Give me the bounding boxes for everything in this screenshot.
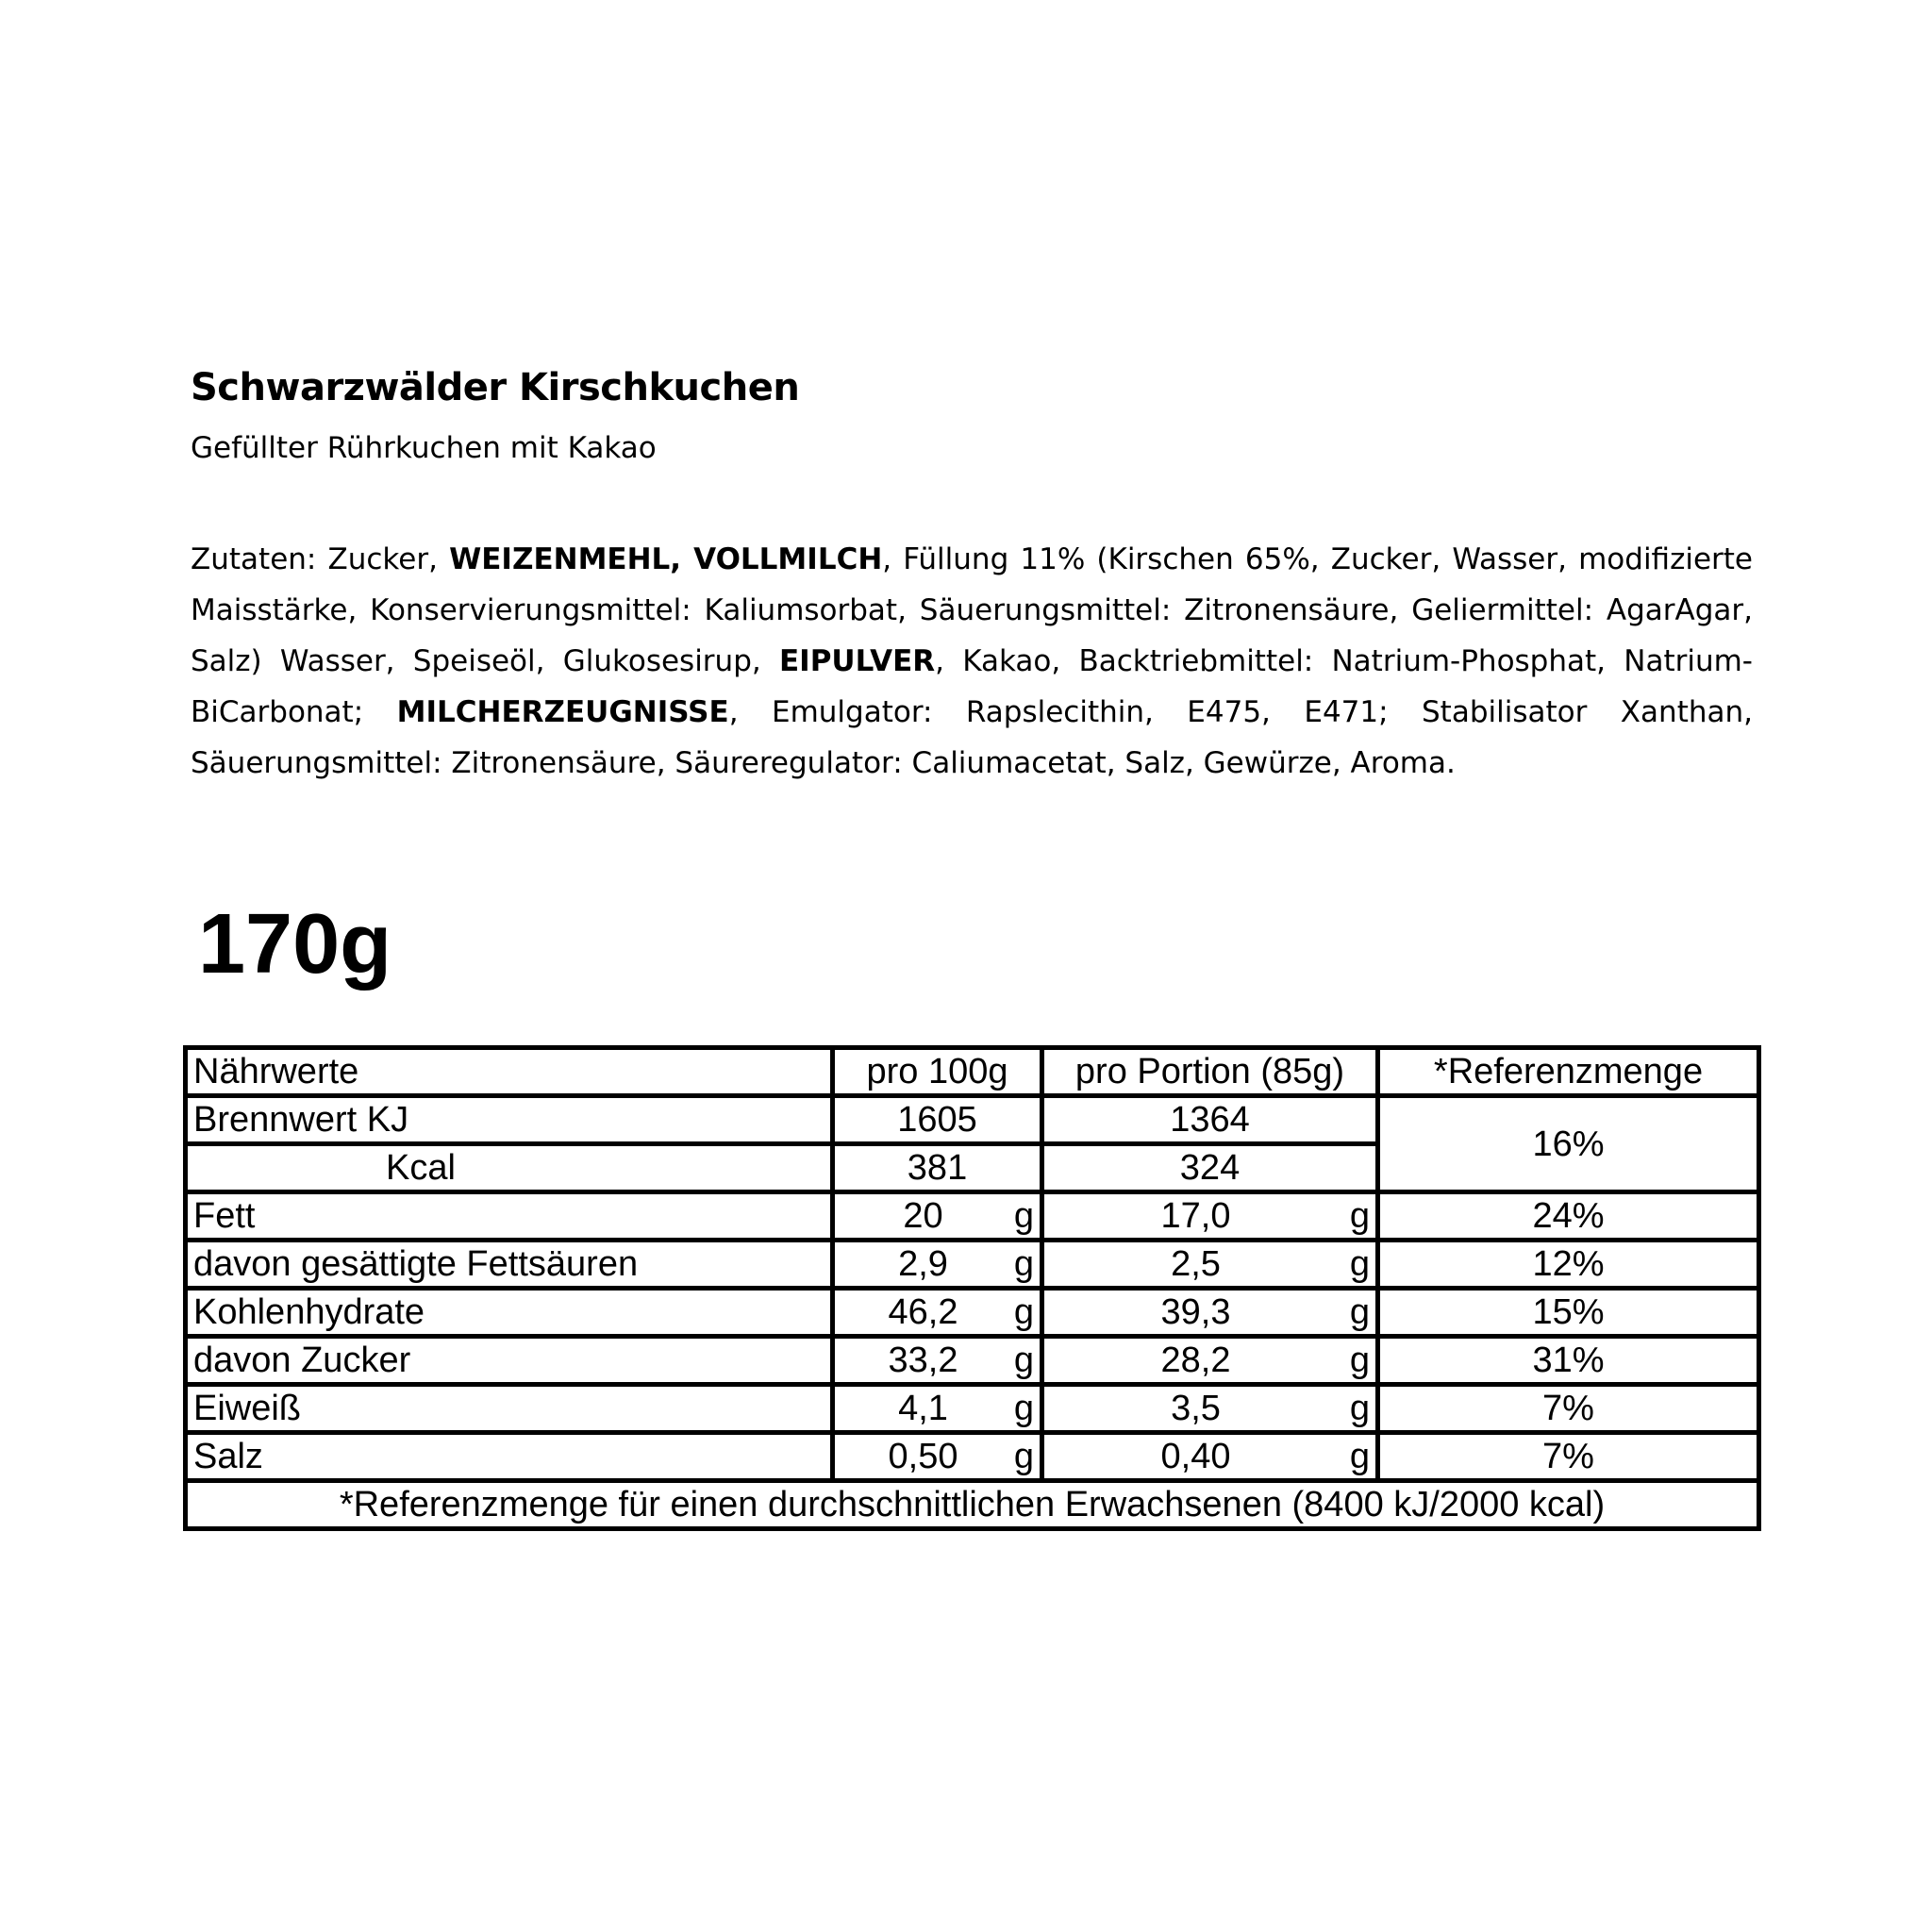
allergen-highlight: MILCHERZEUGNISSE	[396, 695, 729, 729]
nutrient-value: 46,2	[888, 1292, 958, 1332]
nutrient-label: Kohlenhydrate	[186, 1289, 833, 1337]
nutrient-value: 28,2	[1160, 1341, 1231, 1380]
nutrient-label: Eiweiß	[186, 1385, 833, 1433]
nutrient-per-portion	[1042, 1337, 1378, 1385]
header-per-portion: pro Portion (85g)	[1042, 1048, 1378, 1096]
nutrient-label: davon gesättigte Fettsäuren	[186, 1241, 833, 1289]
nutrient-per-100g	[833, 1192, 1042, 1241]
nutrient-reference: 24%	[1378, 1192, 1759, 1241]
table-header-row	[186, 1048, 1759, 1096]
table-row	[186, 1385, 1759, 1433]
nutrient-per-portion	[1042, 1289, 1378, 1337]
nutrient-value: 39,3	[1160, 1292, 1231, 1332]
nutrient-reference: 7%	[1378, 1433, 1759, 1481]
nutrient-unit: g	[1013, 1437, 1034, 1476]
nutrient-per-100g	[833, 1433, 1042, 1481]
nutrient-per-100g	[833, 1337, 1042, 1385]
reference-footnote: *Referenzmenge für einen durchschnittlichen Erwachsenen (8400 kJ/2000 kcal)	[186, 1481, 1759, 1529]
energy-kcal-label: Kcal	[186, 1144, 833, 1192]
nutrient-value: 4,1	[898, 1389, 948, 1428]
ingredients-segment: Zutaten: Zucker,	[191, 542, 450, 576]
nutrient-reference: 15%	[1378, 1289, 1759, 1337]
nutrition-table	[183, 1045, 1761, 1531]
nutrient-unit: g	[1349, 1244, 1370, 1284]
net-weight: 170g	[198, 897, 392, 991]
nutrient-unit: g	[1013, 1389, 1034, 1428]
nutrient-value: 0,40	[1160, 1437, 1231, 1476]
nutrient-per-portion	[1042, 1433, 1378, 1481]
energy-reference: 16%	[1378, 1096, 1759, 1192]
energy-kj-per-portion: 1364	[1042, 1096, 1378, 1144]
nutrient-value: 2,9	[898, 1244, 948, 1284]
nutrient-per-portion	[1042, 1385, 1378, 1433]
nutrient-unit: g	[1013, 1244, 1034, 1284]
nutrient-unit: g	[1349, 1292, 1370, 1332]
ingredients-segment: , Emulgator: Rapslecithin, E475, E471; Stabilisator Xanthan, Säuerungsmittel: Zitronensäure, Säureregulator: Caliumacetat, Salz, Gewürze, Aroma.	[191, 695, 1753, 780]
nutrient-unit: g	[1349, 1389, 1370, 1428]
header-per-100g: pro 100g	[833, 1048, 1042, 1096]
table-row	[186, 1192, 1759, 1241]
nutrient-per-portion	[1042, 1241, 1378, 1289]
table-row	[186, 1289, 1759, 1337]
nutrient-unit: g	[1349, 1196, 1370, 1236]
nutrient-label: davon Zucker	[186, 1337, 833, 1385]
nutrient-per-100g	[833, 1289, 1042, 1337]
nutrient-value: 20	[903, 1196, 943, 1236]
nutrient-per-100g	[833, 1241, 1042, 1289]
nutrient-unit: g	[1349, 1437, 1370, 1476]
nutrient-unit: g	[1013, 1292, 1034, 1332]
product-subtitle: Gefüllter Rührkuchen mit Kakao	[191, 431, 657, 465]
allergen-highlight: WEIZENMEHL, VOLLMILCH	[449, 542, 883, 576]
nutrient-unit: g	[1349, 1341, 1370, 1380]
ingredients-text	[191, 534, 1753, 789]
nutrient-reference: 7%	[1378, 1385, 1759, 1433]
product-title: Schwarzwälder Kirschkuchen	[191, 366, 800, 409]
nutrient-label: Fett	[186, 1192, 833, 1241]
nutrient-value: 3,5	[1171, 1389, 1221, 1428]
table-row	[186, 1433, 1759, 1481]
nutrient-value: 0,50	[888, 1437, 958, 1476]
energy-kcal-per-portion: 324	[1042, 1144, 1378, 1192]
nutrient-value: 17,0	[1160, 1196, 1231, 1236]
nutrient-reference: 12%	[1378, 1241, 1759, 1289]
table-footnote-row	[186, 1481, 1759, 1529]
nutrient-unit: g	[1013, 1341, 1034, 1380]
header-reference: *Referenzmenge	[1378, 1048, 1759, 1096]
ingredients-segment: , Füllung 11% (Kirschen 65%, Zucker, Wasser, modifizierte Maisstärke, Konservierungsmittel: Kaliumsorbat, Säuerungsmittel: Zitronensäure, Geliermittel: AgarAgar, Salz) Wasser, Speiseöl, Glukosesirup,	[191, 542, 1754, 678]
energy-kj-label: Brennwert KJ	[186, 1096, 833, 1144]
table-row	[186, 1096, 1759, 1144]
nutrient-value: 33,2	[888, 1341, 958, 1380]
nutrient-reference: 31%	[1378, 1337, 1759, 1385]
header-naehrwerte: Nährwerte	[186, 1048, 833, 1096]
table-row	[186, 1241, 1759, 1289]
ingredients-segment: , Kakao, Backtriebmittel: Natrium-Phosphat, Natrium-BiCarbonat;	[191, 644, 1753, 729]
nutrient-label: Salz	[186, 1433, 833, 1481]
nutrient-unit: g	[1013, 1196, 1034, 1236]
table-row	[186, 1337, 1759, 1385]
nutrient-per-100g	[833, 1385, 1042, 1433]
allergen-highlight: EIPULVER	[778, 644, 936, 678]
nutrient-value: 2,5	[1171, 1244, 1221, 1284]
nutrient-per-portion	[1042, 1192, 1378, 1241]
energy-kj-per-100g: 1605	[833, 1096, 1042, 1144]
energy-kcal-per-100g: 381	[833, 1144, 1042, 1192]
